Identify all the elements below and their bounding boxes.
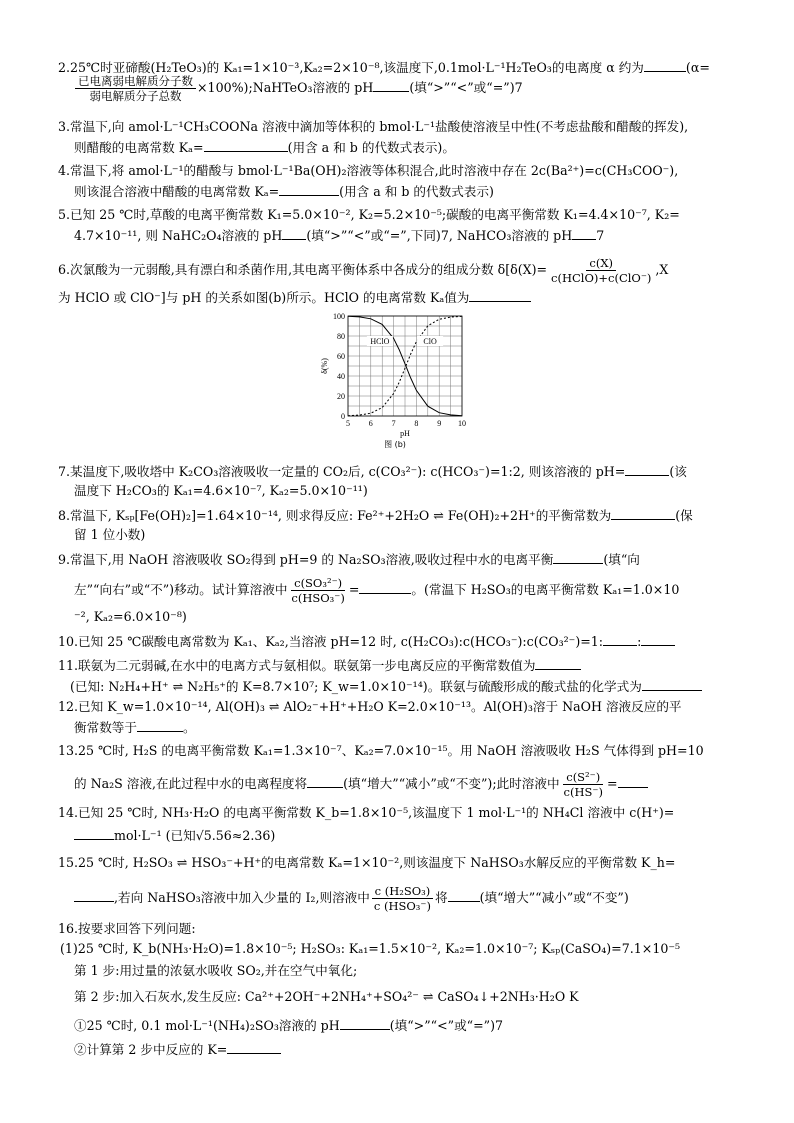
series-label-clo: ClO [423,337,437,346]
question-16-step-1 [74,962,357,980]
y-tick-label: 60 [337,352,345,361]
question-16-title [58,920,196,938]
q10-text: 10.已知 25 ℃碳酸电离常数为 Kₐ₁、Kₐ₂,当溶液 pH=12 时, c(H₂CO₃):c(HCO₃⁻):c(CO₃²⁻)=1: [58,634,604,649]
q15-frac-den: c (HSO₃⁻) [373,899,431,913]
q5-text-tail: 7 [596,228,605,243]
y-axis-label: δ(%) [320,358,329,374]
q13-text-tail: = [606,776,618,791]
y-tick-label: 100 [333,312,345,321]
x-tick-label: 6 [368,419,373,428]
y-tick-label: 40 [337,372,345,381]
q14-answer-blank[interactable] [74,826,114,840]
question-6-line-2 [58,288,531,307]
q16-sub-2-text: ②计算第 2 步中反应的 K= [74,1042,228,1057]
q16-sub-1-tail: (填“>”“<”或“=”)7 [389,1018,504,1033]
q9-text: 9.常温下,用 NaOH 溶液吸收 SO₂得到 pH=9 的 Na₂SO₃溶液,吸收过程中水的电离平衡 [58,552,554,567]
q16-step-1-text: 第 1 步:用过量的浓氨水吸收 SO₂,并在空气中氧化; [74,963,358,978]
q6-fraction [548,256,654,285]
question-13-line-2 [74,770,648,799]
q13-fraction [561,770,606,799]
q13-answer-blank-2[interactable] [618,774,648,788]
q8-text-2: 留 1 位小数) [74,527,146,542]
question-7-line-1 [58,462,687,481]
q2-text-2: ×100%);NaHTeO₃溶液的 pH [197,80,374,95]
q11-answer-blank-1[interactable] [535,656,581,670]
q2-answer-blank-1[interactable] [644,58,686,72]
y-tick-label: 80 [337,332,345,341]
q9-text-3: ⁻², Kₐ₂=6.0×10⁻⁸) [74,609,187,624]
question-9-line-3 [74,608,187,626]
x-tick-label: 10 [458,419,466,428]
q15-text-mid: 将 [434,890,448,905]
q11-text-2: (已知: N₂H₄+H⁺ ⇌ N₂H₅⁺的 K=8.7×10⁷; K_w=1.0×10⁻¹⁴)。联氨与硫酸形成的酸式盐的化学式为 [70,679,642,694]
q15-answer-blank-1[interactable] [74,888,114,902]
q9-answer-blank-1[interactable] [553,550,603,564]
q14-text: 14.已知 25 ℃时, NH₃·H₂O 的电离平衡常数 K_b=1.8×10⁻⁵,该温度下 1 mol·L⁻¹的 NH₄Cl 溶液中 c(H⁺)= [58,805,675,820]
q7-text: 7.某温度下,吸收塔中 K₂CO₃溶液吸收一定量的 CO₂后, c(CO₃²⁻): c(HCO₃⁻)=1:2, 则该溶液的 pH= [58,464,626,479]
question-15-line-1 [58,854,675,872]
x-tick-label: 5 [346,419,350,428]
q9-text-2: 左”“向右”或“不”)移动。试计算溶液中 [74,582,288,597]
q3-text: 3.常温下,向 amol·L⁻¹CH₃COONa 溶液中滴加等体积的 bmol·L⁻¹盐酸使溶液呈中性(不考虑盐酸和醋酸的挥发), [58,119,689,134]
q15-answer-blank-2[interactable] [448,888,480,902]
q7-text-2: 温度下 H₂CO₃的 Kₐ₁=4.6×10⁻⁷, Kₐ₂=5.0×10⁻¹¹) [74,483,368,498]
question-13-line-1 [58,742,704,760]
q15-fraction [371,884,434,913]
q16-text: 16.按要求回答下列问题: [58,921,196,936]
question-15-line-2 [74,884,629,913]
q13-text-2: 的 Na₂S 溶液,在此过程中水的电离程度将 [74,776,308,791]
question-8-line-2 [74,526,145,544]
q16-step-2-text: 第 2 步:加入石灰水,发生反应: Ca²⁺+2OH⁻+2NH₄⁺+SO₄²⁻ ⇌ CaSO₄↓+2NH₃·H₂O K [74,989,579,1004]
question-14-line-2 [74,826,275,845]
q8-text-tail: (保 [675,508,693,523]
question-6-line-1 [58,256,668,285]
q13-text: 13.25 ℃时, H₂S 的电离平衡常数 Kₐ₁=1.3×10⁻⁷、Kₐ₂=7.0×10⁻¹⁵。用 NaOH 溶液吸收 H₂S 气体得到 pH=10 [58,743,704,758]
q15-text: 15.25 ℃时, H₂SO₃ ⇌ HSO₃⁻+H⁺的电离常数 Kₐ=1×10⁻²,则该温度下 NaHSO₃水解反应的平衡常数 K_h= [58,855,676,870]
q9-answer-blank-2[interactable] [359,580,411,594]
q2-text-2-tail: (填“>”“<”或“=”)7 [409,80,523,95]
question-4-line-1 [58,162,678,180]
q8-answer-blank[interactable] [611,506,675,520]
question-16-step-2 [74,988,579,1006]
q2-frac-den: 弱电解质分子总数 [89,89,182,103]
q6-text-2: 为 HClO 或 ClO⁻]与 pH 的关系如图(b)所示。HClO 的电离常数 Kₐ值为 [58,290,470,305]
q13-text-mid: (填“增大”“减小”或“不变”);此时溶液中 [343,776,560,791]
question-10-line [58,632,675,651]
q4-text-tail: (用含 a 和 b 的代数式表示) [339,184,494,199]
q2-frac-num: 已电离弱电解质分子数 [75,74,196,89]
q11-text: 11.联氨为二元弱碱,在水中的电离方式与氨相似。联氨第一步电离反应的平衡常数值为 [58,658,536,673]
q15-frac-num: c (H₂SO₃) [372,884,434,899]
q3-answer-blank[interactable] [204,138,288,152]
question-11-line-2 [70,677,702,696]
question-5-line-1 [58,206,680,224]
q5-text: 5.已知 25 ℃时,草酸的电离平衡常数 K₁=5.0×10⁻², K₂=5.2×10⁻⁵;碳酸的电离平衡常数 K₁=4.4×10⁻⁷, K₂= [58,207,680,222]
q6-text: 6.次氯酸为一元弱酸,具有漂白和杀菌作用,其电离平衡体系中各成分的组成分数 δ[δ(X)= [58,262,548,277]
q11-answer-blank-2[interactable] [642,677,702,691]
series-label-hclo: HClO [370,337,390,346]
q5-text-mid: (填“>”“<”或“=”,下同)7, NaHCO₃溶液的 pH [306,228,573,243]
q2-answer-blank-2[interactable] [373,78,409,92]
q9-text-tail: (填“向 [603,552,640,567]
q12-text: 12.已知 K_w=1.0×10⁻¹⁴, Al(OH)₃ ⇌ AlO₂⁻+H⁺+H₂O K=2.0×10⁻¹³。Al(OH)₃溶于 NaOH 溶液反应的平 [58,699,682,714]
chart-svg [318,312,478,456]
q7-answer-blank[interactable] [625,462,669,476]
question-4-line-2 [74,182,494,201]
q9-frac-den: c(HSO₃⁻) [291,591,345,605]
q3-text-2: 则醋酸的电离常数 Kₐ= [74,140,204,155]
q12-answer-blank[interactable] [137,718,183,732]
q3-text-tail: (用含 a 和 b 的代数式表示)。 [287,140,455,155]
q2-text: 2.25℃时亚碲酸(H₂TeO₃)的 Kₐ₁=1×10⁻³,Kₐ₂=2×10⁻⁸,该温度下,0.1mol·L⁻¹H₂TeO₃的电离度 α 约为 [58,60,644,75]
q6-answer-blank[interactable] [469,288,531,302]
q13-frac-num: c(S²⁻) [563,770,603,785]
q16-answer-blank-2[interactable] [227,1040,281,1054]
q4-text: 4.常温下,将 amol·L⁻¹的醋酸与 bmol·L⁻¹Ba(OH)₂溶液等体积混合,此时溶液中存在 2c(Ba²⁺)=c(CH₃COO⁻), [58,163,679,178]
q4-answer-blank[interactable] [279,182,339,196]
x-axis-label: pH [400,429,410,438]
q13-answer-blank-1[interactable] [307,774,343,788]
question-11-line-1 [58,656,581,675]
q2-fraction [75,74,196,103]
q10-answer-blank-1[interactable] [603,632,637,646]
question-14-line-1 [58,804,674,822]
q16-part-1-text: (1)25 ℃时, K_b(NH₃·H₂O)=1.8×10⁻⁵; H₂SO₃: Kₐ₁=1.5×10⁻², Kₐ₂=1.0×10⁻⁷; Kₛₚ(CaSO₄)=7.1×10⁻⁵ [60,941,681,956]
chart-caption: 图 (b) [384,440,406,449]
q12-text-2: 衡常数等于 [74,720,137,735]
question-3-line-1 [58,118,688,136]
question-12-line-1 [58,698,682,716]
q8-text: 8.常温下, Kₛₚ[Fe(OH)₂]=1.64×10⁻¹⁴, 则求得反应: Fe²⁺+2H₂O ⇌ Fe(OH)₂+2H⁺的平衡常数为 [58,508,612,523]
q10-answer-blank-2[interactable] [641,632,675,646]
x-tick-label: 8 [414,419,419,428]
q16-answer-blank-1[interactable] [340,1016,390,1030]
q9-frac-num: c(SO₃²⁻) [291,576,345,591]
q12-text-tail: 。 [182,720,196,735]
q10-text-mid: : [637,634,642,649]
q16-sub-1-text: ①25 ℃时, 0.1 mol·L⁻¹(NH₄)₂SO₃溶液的 pH [74,1018,340,1033]
x-tick-label: 7 [391,419,396,428]
question-3-line-2 [74,138,455,157]
question-16-sub-2 [74,1040,281,1059]
question-9-line-2 [74,576,679,605]
q15-text-tail: (填“增大”“减小”或“不变”) [479,890,629,905]
q5-answer-blank-2[interactable] [572,226,596,240]
q4-text-2: 则该混合溶液中醋酸的电离常数 Kₐ= [74,184,280,199]
q14-text-2: mol·L⁻¹ (已知√5.56≈2.36) [114,828,276,843]
q15-text-2: ,若向 NaHSO₃溶液中加入少量的 I₂,则溶液中 [114,890,370,905]
hclo-distribution-chart [318,312,478,456]
y-tick-label: 0 [341,412,345,421]
q9-fraction [288,576,347,605]
q6-text-tail: ,X [655,262,669,277]
q2-text-tail: (α= [685,60,710,75]
q6-frac-den: c(HClO)+c(ClO⁻) [551,271,652,285]
q9-text-2-tail: 。(常温下 H₂SO₃的电离平衡常数 Kₐ₁=1.0×10 [411,582,680,597]
y-tick-label: 20 [337,392,345,401]
x-tick-label: 9 [437,419,442,428]
question-16-sub-1 [74,1016,503,1035]
question-2-line-2 [74,74,523,103]
q5-text-2: 4.7×10⁻¹¹, 则 NaHC₂O₄溶液的 pH [74,228,283,243]
q5-answer-blank-1[interactable] [282,226,306,240]
q9-text-mid: = [348,582,360,597]
q7-text-tail: (该 [669,464,687,479]
q13-frac-den: c(HS⁻) [563,785,603,799]
question-12-line-2 [74,718,196,737]
question-7-line-2 [74,482,368,500]
q6-frac-num: c(X) [586,256,616,271]
question-16-part-1 [60,940,680,958]
question-9-line-1 [58,550,640,569]
question-5-line-2 [74,226,604,245]
question-8-line-1 [58,506,693,525]
